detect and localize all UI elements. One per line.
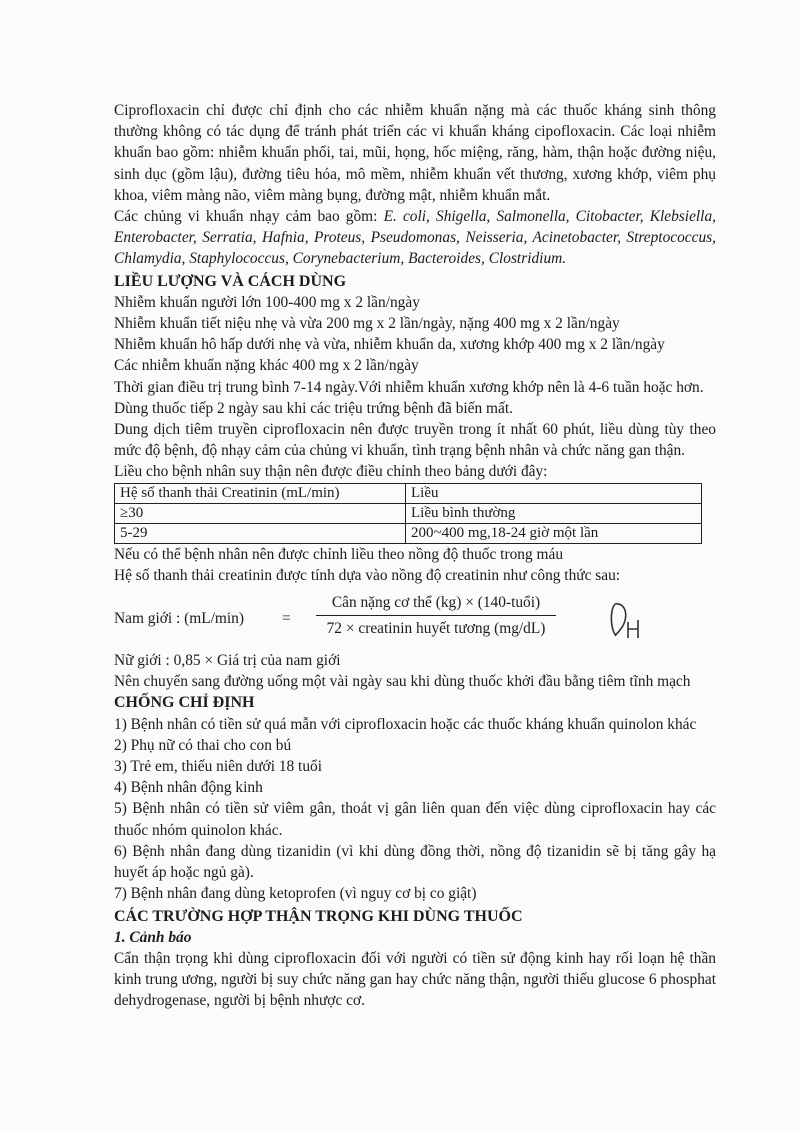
table-header-cell: Hệ số thanh thải Creatinin (mL/min) [115,483,406,503]
warning-paragraph: Cẩn thận trọng khi dùng ciprofloxacin đối với người có tiền sử động kinh hay rối loạn hệ thần kinh trung ương, người bị suy chức năng gan hay chức năng thận, người thiếu glucose 6 phosphat dehydrogenase, người bị bệnh nhược cơ. [114,949,716,1010]
creatinine-formula [114,588,716,650]
dosage-line: Nhiễm khuẩn người lớn 100-400 mg x 2 lần/ngày [114,293,420,311]
renal-dose-table [114,483,702,544]
handwritten-initials-signature [606,598,646,642]
dosage-line: Dung dịch tiêm truyền ciprofloxacin nên được truyền trong ít nhất 60 phút, liều dùng tùy theo mức độ bệnh, độ nhạy cảm của chủng vi khuẩn, tình trạng bệnh nhân và chức năng gan thận. [114,421,716,460]
table-cell: 5-29 [115,523,406,543]
switch-note: Nên chuyển sang đường uống một vài ngày sau khi dùng thuốc khởi đầu bằng tiêm tĩnh mạch [114,673,691,691]
table-header-cell: Liều [406,483,702,503]
after-table-line: Hệ số thanh thải creatinin được tính dựa vào nồng độ creatinin như công thức sau: [114,566,621,584]
contraindication-item: 4) Bệnh nhân động kinh [114,779,263,797]
after-table-line: Nếu có thể bệnh nhân nên được chỉnh liều theo nồng độ thuốc trong máu [114,545,564,563]
caution-heading: CÁC TRƯỜNG HỢP THẬN TRỌNG KHI DÙNG THUỐC [114,907,523,925]
bacteria-paragraph [114,206,716,270]
indications-paragraph: Ciprofloxacin chỉ được chỉ định cho các nhiễm khuẩn nặng mà các thuốc kháng sinh thông thường không có tác dụng để tránh phát triển các vi khuẩn kháng cipofloxacin. Các loại nhiễm khuẩn bao gồm: nhiễm khuẩn phổi, tai, mũi, họng, hốc miệng, răng, hàm, thận hoặc đường niệu, sinh dục (gồm lậu), đường tiêu hóa, mô mềm, nhiễm khuẩn vết thương, xương khớp, viêm phụ khoa, viêm màng não, viêm màng bụng, đường mật, nhiễm khuẩn mắt. [114,102,716,204]
contraindication-item: 2) Phụ nữ có thai cho con bú [114,736,292,754]
dosage-line: Thời gian điều trị trung bình 7-14 ngày.Với nhiễm khuẩn xương khớp nên là 4-6 tuần hoặc hơn. [114,378,704,396]
dosage-line: Liều cho bệnh nhân suy thận nên được điều chỉnh theo bảng dưới đây: [114,463,548,481]
female-formula: Nữ giới : 0,85 × Giá trị của nam giới [114,652,341,670]
formula-label: Nam giới : (mL/min) [114,610,244,628]
dosage-line: Nhiễm khuẩn hô hấp dưới nhẹ và vừa, nhiễm khuẩn da, xương khớp 400 mg x 2 lần/ngày [114,336,665,354]
formula-denominator: 72 × creatinin huyết tương (mg/dL) [326,620,546,638]
dosage-heading: LIỀU LƯỢNG VÀ CÁCH DÙNG [114,272,347,290]
contraindication-item: 5) Bệnh nhân có tiền sử viêm gân, thoát vị gân liên quan đến việc dùng ciprofloxacin hay các thuốc nhóm quinolon khác. [114,800,716,839]
table-cell: 200~400 mg,18-24 giờ một lần [406,523,702,543]
contraindication-item: 7) Bệnh nhân đang dùng ketoprofen (vì nguy cơ bị co giật) [114,885,477,903]
formula-numerator: Cân nặng cơ thể (kg) × (140-tuổi) [316,592,556,616]
table-header-row [115,483,702,503]
dosage-line: Nhiễm khuẩn tiết niệu nhẹ và vừa 200 mg x 2 lần/ngày, nặng 400 mg x 2 lần/ngày [114,315,620,333]
bacteria-intro: Các chủng vi khuẩn nhạy cảm bao gồm: [114,208,384,226]
table-cell: ≥30 [115,503,406,523]
dosage-line: Các nhiễm khuẩn nặng khác 400 mg x 2 lần/ngày [114,357,419,375]
formula-equals: = [282,610,291,628]
contraindication-item: 3) Trẻ em, thiếu niên dưới 18 tuổi [114,758,322,776]
contraindication-item: 1) Bệnh nhân có tiền sử quá mẫn với ciprofloxacin hoặc các thuốc kháng khuẩn quinolon khác [114,715,697,733]
table-row [115,523,702,543]
table-row [115,503,702,523]
formula-fraction [316,592,556,639]
contraindication-heading: CHỐNG CHỈ ĐỊNH [114,694,255,712]
bacteria-list: E. coli, Shigella, Salmonella, Citobacter, Klebsiella, Enterobacter, Serratia, Hafnia, Proteus, Pseudomonas, Neisseria, Acinetobacter, Streptococcus, Chlamydia, Staphylococcus, Corynebacterium, Bacteroides, Clostridium. [114,208,716,268]
table-cell: Liều bình thường [406,503,702,523]
contraindication-item: 6) Bệnh nhân đang dùng tizanidin (vì khi dùng đồng thời, nồng độ tizanidin sẽ bị tăng gây hạ huyết áp hoặc ngủ gà). [114,842,716,882]
document-page [114,100,716,1012]
warning-subheading: 1. Cảnh báo [114,928,192,946]
dosage-line: Dùng thuốc tiếp 2 ngày sau khi các triệu trứng bệnh đã biến mất. [114,399,513,417]
